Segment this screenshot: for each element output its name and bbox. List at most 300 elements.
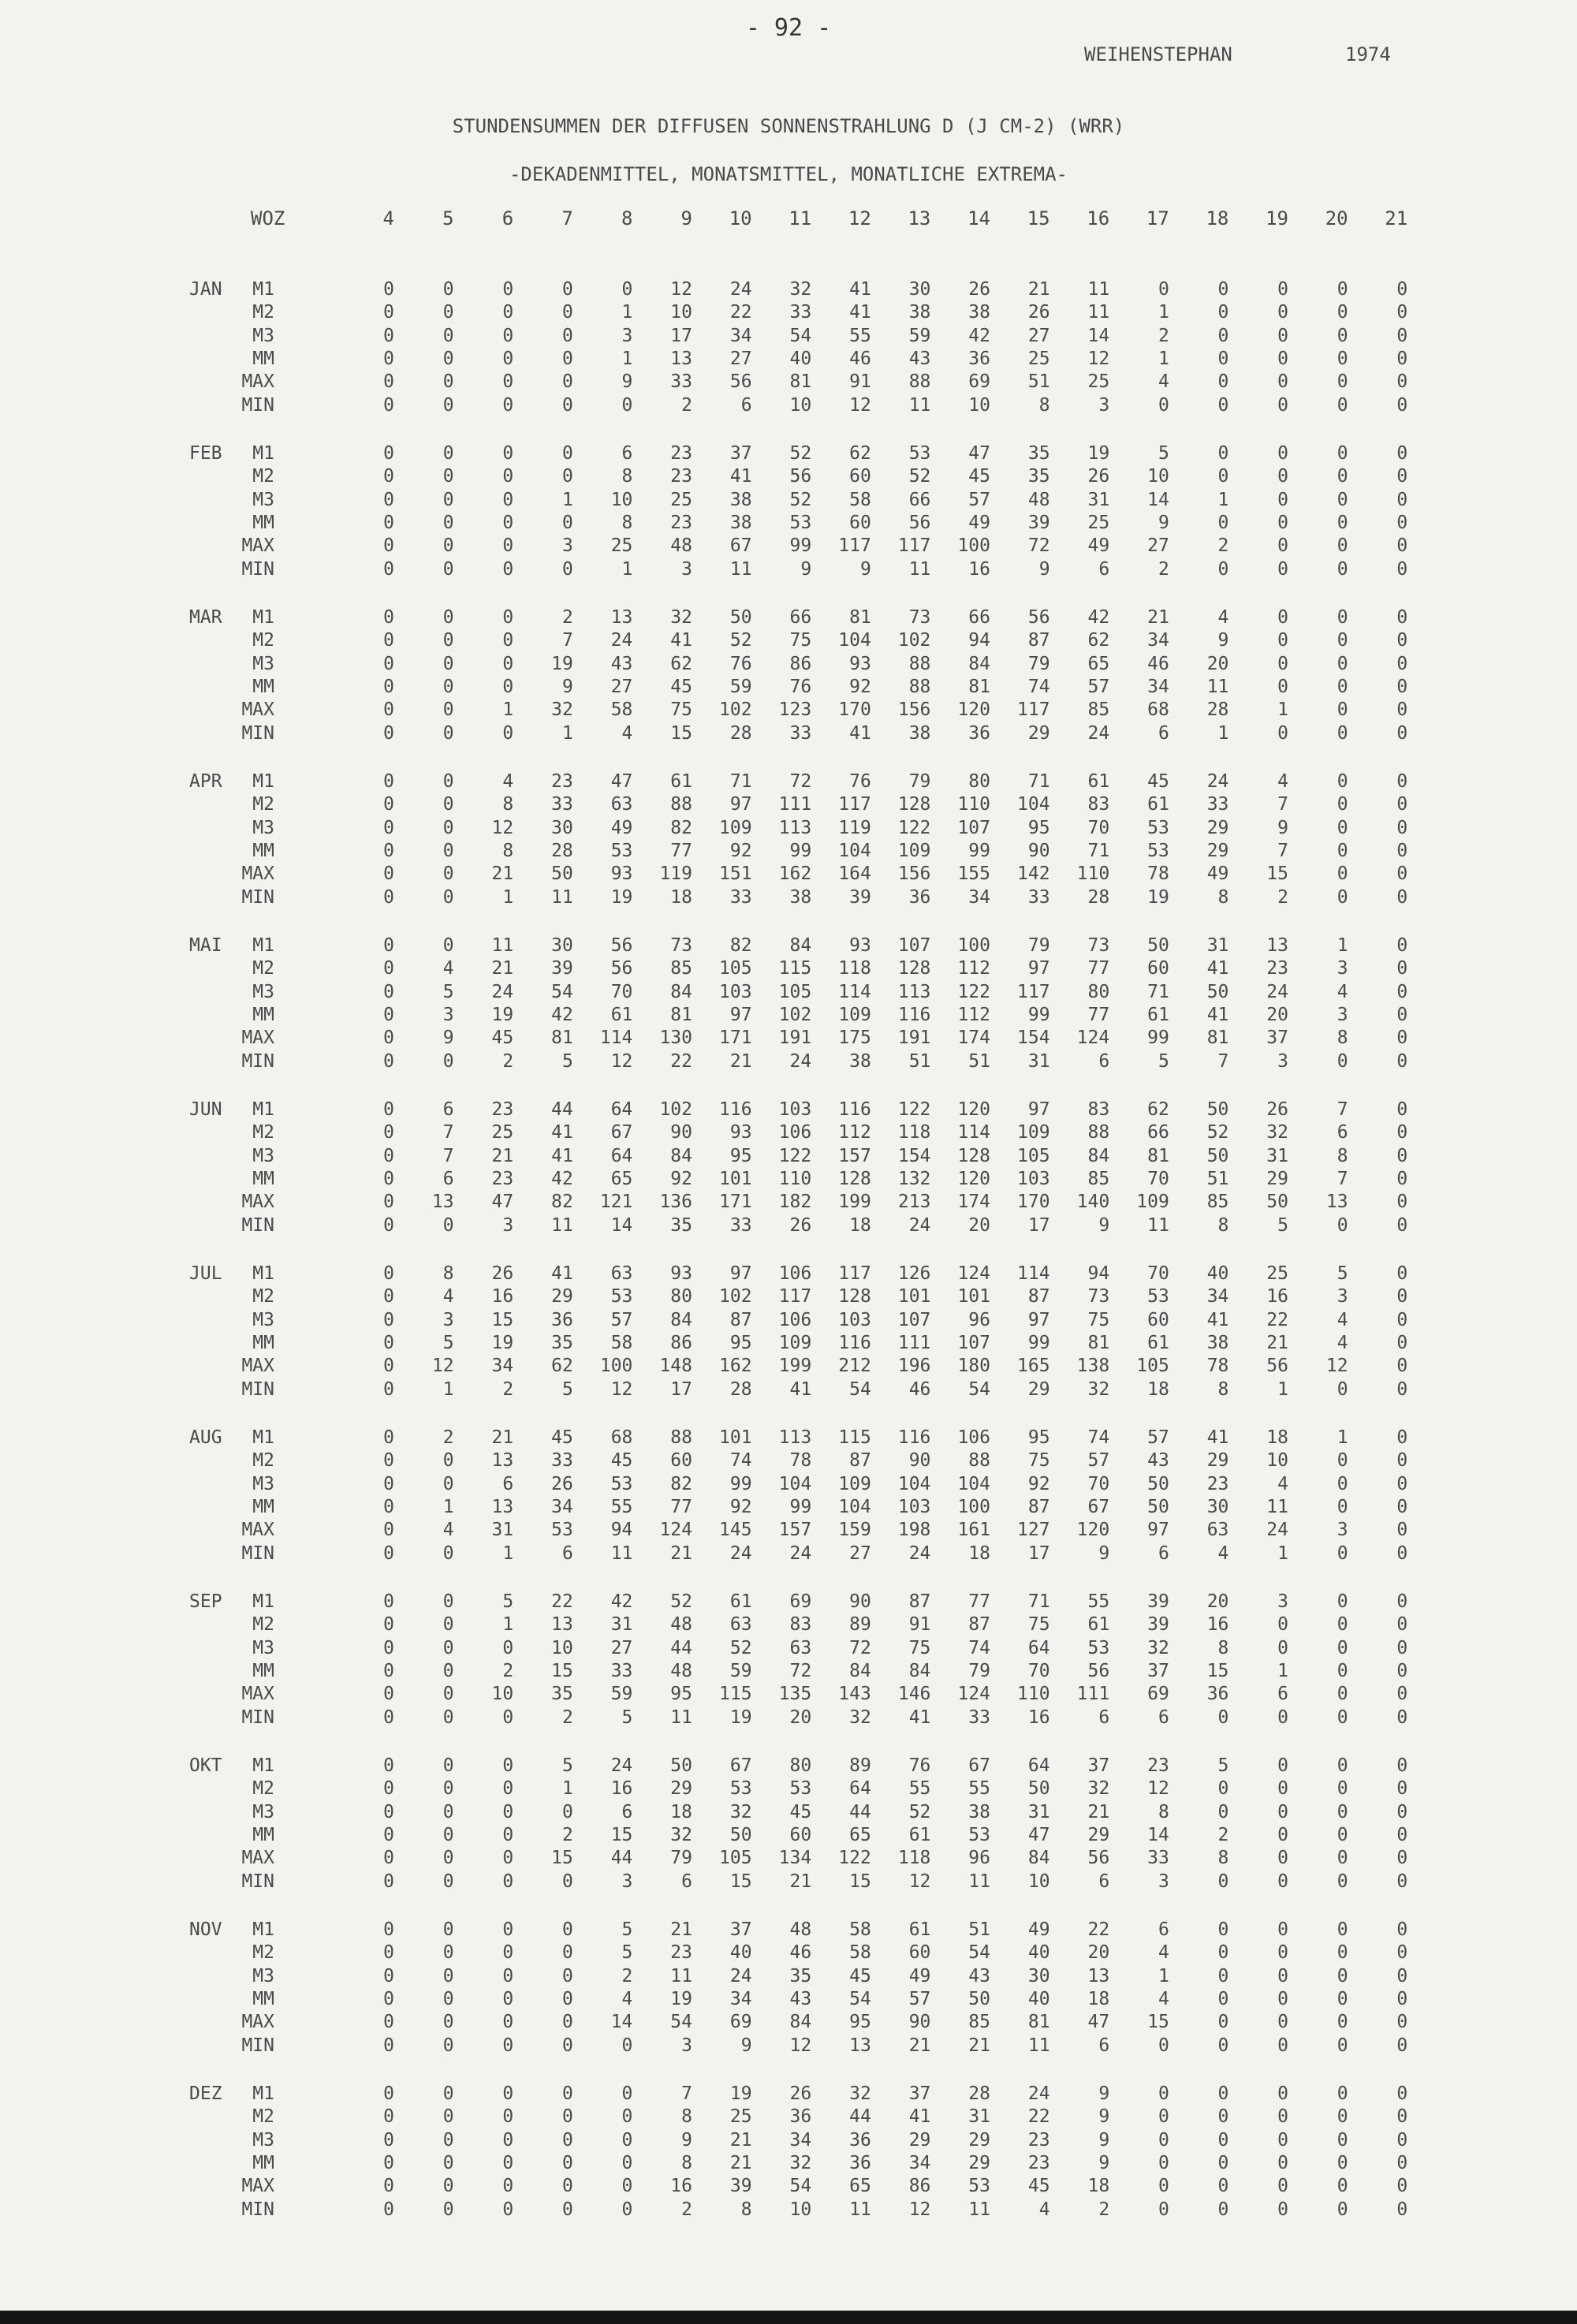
table-cell: 11: [1147, 1214, 1169, 1236]
table-cell: 113: [778, 817, 812, 838]
table-cell: 0: [502, 325, 514, 346]
table-cell: 51: [968, 1919, 990, 1940]
table-cell: 21: [729, 2152, 752, 2173]
table-cell: 0: [1396, 1309, 1408, 1330]
table-cell: 53: [1087, 1637, 1110, 1658]
table-cell: 33: [551, 1450, 573, 1472]
table-cell: 45: [1147, 771, 1169, 792]
table-cell: 97: [1027, 958, 1050, 979]
table-cell: 8: [740, 2199, 752, 2220]
table-cell: 0: [1277, 2083, 1288, 2104]
table-cell: 0: [502, 394, 514, 416]
row-label: M3: [252, 1473, 274, 1494]
table-cell: 3: [681, 2035, 692, 2056]
table-cell: 49: [1206, 864, 1229, 885]
table-cell: 12: [908, 1871, 931, 1892]
hour-header: 12: [848, 207, 871, 229]
table-cell: 12: [1147, 1778, 1169, 1800]
table-cell: 24: [908, 1542, 931, 1564]
table-cell: 3: [442, 1004, 454, 1025]
table-cell: 90: [849, 1591, 871, 1612]
table-cell: 84: [670, 1145, 692, 1166]
table-cell: 1: [1337, 1427, 1348, 1448]
row-label: MM: [252, 1496, 274, 1517]
table-cell: 103: [719, 981, 752, 1002]
table-cell: 44: [670, 1637, 692, 1658]
table-cell: 162: [719, 1356, 752, 1377]
table-cell: 165: [1017, 1356, 1050, 1377]
table-cell: 54: [849, 1378, 871, 1400]
table-cell: 13: [610, 607, 633, 628]
table-cell: 0: [1396, 1050, 1408, 1072]
table-cell: 0: [1337, 489, 1348, 510]
table-cell: 0: [1396, 466, 1408, 487]
row-label: M2: [252, 1450, 274, 1472]
table-cell: 9: [740, 2035, 752, 2056]
table-cell: 95: [729, 1145, 752, 1166]
table-cell: 62: [1147, 1099, 1169, 1120]
table-cell: 99: [1027, 1332, 1050, 1353]
table-cell: 81: [1206, 1028, 1229, 1049]
table-cell: 109: [1136, 1192, 1169, 1213]
table-cell: 174: [957, 1028, 990, 1049]
table-cell: 79: [968, 1660, 990, 1681]
table-cell: 0: [1337, 325, 1348, 346]
table-cell: 2: [621, 1965, 633, 1986]
table-cell: 27: [1027, 325, 1050, 346]
month-label: OKT: [189, 1755, 222, 1776]
table-cell: 4: [1337, 981, 1348, 1002]
table-cell: 8: [1217, 1378, 1229, 1400]
table-cell: 57: [1087, 676, 1110, 697]
table-cell: 0: [1337, 1824, 1348, 1845]
hour-header: 17: [1146, 207, 1169, 229]
table-cell: 0: [1337, 1496, 1348, 1517]
table-cell: 8: [1038, 394, 1050, 416]
table-cell: 78: [1206, 1356, 1229, 1377]
table-cell: 86: [908, 2176, 931, 2197]
table-cell: 97: [1147, 1520, 1169, 1541]
table-cell: 0: [502, 279, 514, 300]
table-cell: 60: [1147, 958, 1169, 979]
row-label: MAX: [241, 1520, 274, 1541]
hour-header: 8: [621, 207, 633, 229]
row-label: M1: [252, 1591, 274, 1612]
table-cell: 0: [1396, 1591, 1408, 1612]
table-cell: 50: [1027, 1778, 1050, 1800]
table-cell: 37: [729, 1919, 752, 1940]
table-cell: 33: [789, 302, 812, 323]
table-cell: 67: [1087, 1496, 1110, 1517]
table-cell: 7: [1217, 1050, 1229, 1072]
table-cell: 100: [957, 935, 990, 956]
table-cell: 2: [502, 1660, 514, 1681]
table-cell: 0: [1396, 1520, 1408, 1541]
table-cell: 0: [561, 2129, 573, 2151]
table-cell: 24: [729, 1965, 752, 1986]
table-cell: 2: [1158, 558, 1169, 580]
table-cell: 0: [561, 2106, 573, 2128]
table-cell: 0: [1217, 1871, 1229, 1892]
table-cell: 0: [1337, 1214, 1348, 1236]
table-cell: 0: [442, 2176, 454, 2197]
table-cell: 49: [968, 512, 990, 533]
table-cell: 180: [957, 1356, 990, 1377]
table-cell: 33: [729, 1214, 752, 1236]
table-cell: 0: [1396, 1286, 1408, 1307]
table-cell: 86: [789, 653, 812, 674]
table-cell: 107: [957, 1332, 990, 1353]
hour-header: 21: [1385, 207, 1408, 229]
table-cell: 151: [719, 864, 752, 885]
table-cell: 24: [1206, 771, 1229, 792]
table-cell: 58: [849, 1942, 871, 1964]
table-cell: 0: [621, 394, 633, 416]
table-cell: 23: [551, 771, 573, 792]
table-cell: 67: [610, 1122, 633, 1143]
table-cell: 73: [670, 935, 692, 956]
table-cell: 134: [778, 1848, 812, 1869]
table-cell: 69: [729, 2012, 752, 2033]
table-cell: 0: [383, 981, 394, 1002]
table-cell: 159: [838, 1520, 871, 1541]
table-cell: 124: [1076, 1028, 1110, 1049]
table-cell: 0: [1217, 2035, 1229, 2056]
table-cell: 13: [491, 1496, 514, 1517]
table-cell: 61: [1087, 771, 1110, 792]
table-cell: 24: [1027, 2083, 1050, 2104]
row-label: M2: [252, 1614, 274, 1636]
table-cell: 0: [1337, 1988, 1348, 2009]
table-cell: 39: [551, 958, 573, 979]
table-cell: 28: [729, 722, 752, 744]
table-cell: 199: [778, 1356, 812, 1377]
table-cell: 0: [383, 1427, 394, 1448]
table-cell: 15: [491, 1309, 514, 1330]
table-cell: 36: [968, 722, 990, 744]
table-cell: 38: [968, 302, 990, 323]
table-cell: 0: [442, 1542, 454, 1564]
table-cell: 43: [789, 1988, 812, 2009]
table-cell: 15: [551, 1848, 573, 1869]
table-cell: 9: [1098, 1214, 1110, 1236]
table-cell: 41: [1206, 1004, 1229, 1025]
table-cell: 0: [383, 512, 394, 533]
table-cell: 80: [789, 1755, 812, 1776]
table-cell: 16: [670, 2176, 692, 2197]
table-cell: 26: [1266, 1099, 1288, 1120]
table-cell: 0: [1337, 630, 1348, 651]
table-cell: 53: [610, 1286, 633, 1307]
table-cell: 0: [1337, 1848, 1348, 1869]
table-cell: 0: [1277, 325, 1288, 346]
table-cell: 53: [968, 1824, 990, 1845]
table-cell: 38: [729, 512, 752, 533]
table-cell: 0: [1337, 771, 1348, 792]
table-cell: 22: [1266, 1309, 1288, 1330]
table-cell: 104: [778, 1473, 812, 1494]
table-cell: 38: [789, 886, 812, 908]
table-cell: 36: [849, 2152, 871, 2173]
table-cell: 52: [789, 443, 812, 464]
table-cell: 0: [1217, 2106, 1229, 2128]
table-cell: 1: [621, 302, 633, 323]
table-cell: 50: [1206, 1099, 1229, 1120]
table-cell: 19: [729, 1707, 752, 1728]
table-cell: 5: [1158, 443, 1169, 464]
table-cell: 18: [968, 1542, 990, 1564]
table-cell: 0: [383, 1309, 394, 1330]
table-cell: 22: [729, 302, 752, 323]
month-label: NOV: [189, 1919, 222, 1940]
table-cell: 26: [968, 279, 990, 300]
month-label: DEZ: [189, 2083, 222, 2104]
table-cell: 24: [729, 1542, 752, 1564]
table-cell: 0: [1217, 2199, 1229, 2220]
table-cell: 16: [610, 1778, 633, 1800]
row-label: MM: [252, 1988, 274, 2009]
table-cell: 0: [383, 1378, 394, 1400]
table-cell: 2: [681, 394, 692, 416]
table-cell: 23: [670, 1942, 692, 1964]
table-cell: 53: [551, 1520, 573, 1541]
row-label: M2: [252, 2106, 274, 2128]
row-label: M3: [252, 489, 274, 510]
table-cell: 7: [1337, 1168, 1348, 1189]
table-cell: 25: [1087, 512, 1110, 533]
table-cell: 93: [670, 1263, 692, 1284]
table-cell: 14: [610, 1214, 633, 1236]
table-cell: 36: [968, 348, 990, 369]
table-cell: 74: [729, 1450, 752, 1472]
table-cell: 9: [1038, 558, 1050, 580]
table-cell: 89: [849, 1755, 871, 1776]
table-cell: 9: [1098, 1542, 1110, 1564]
table-cell: 0: [383, 1028, 394, 1049]
table-cell: 0: [383, 1473, 394, 1494]
table-cell: 0: [1396, 1378, 1408, 1400]
table-cell: 0: [1277, 512, 1288, 533]
table-cell: 0: [1396, 1778, 1408, 1800]
table-cell: 29: [1087, 1824, 1110, 1845]
table-cell: 119: [838, 817, 871, 838]
table-cell: 22: [551, 1591, 573, 1612]
table-cell: 0: [1396, 1356, 1408, 1377]
hour-header: 18: [1206, 207, 1229, 229]
table-cell: 9: [1098, 2083, 1110, 2104]
table-cell: 29: [1266, 1168, 1288, 1189]
table-cell: 0: [442, 676, 454, 697]
table-cell: 0: [1396, 302, 1408, 323]
table-cell: 32: [849, 1707, 871, 1728]
table-cell: 0: [442, 1637, 454, 1658]
table-cell: 0: [502, 1637, 514, 1658]
table-cell: 61: [1087, 1614, 1110, 1636]
table-cell: 21: [1147, 607, 1169, 628]
table-cell: 81: [551, 1028, 573, 1049]
table-cell: 161: [957, 1520, 990, 1541]
table-cell: 0: [1277, 535, 1288, 557]
table-cell: 51: [1027, 371, 1050, 393]
table-cell: 71: [1027, 1591, 1050, 1612]
table-cell: 0: [383, 279, 394, 300]
table-cell: 0: [442, 394, 454, 416]
table-cell: 76: [729, 653, 752, 674]
table-cell: 78: [1147, 864, 1169, 885]
table-cell: 0: [442, 794, 454, 815]
table-cell: 53: [908, 443, 931, 464]
table-cell: 0: [1277, 2035, 1288, 2056]
table-cell: 0: [502, 2199, 514, 2220]
table-cell: 0: [1396, 1332, 1408, 1353]
table-cell: 13: [1087, 1965, 1110, 1986]
table-cell: 10: [491, 1684, 514, 1705]
table-cell: 170: [1017, 1192, 1050, 1213]
table-cell: 4: [1158, 371, 1169, 393]
table-cell: 7: [1277, 794, 1288, 815]
table-cell: 117: [1017, 699, 1050, 721]
table-cell: 33: [789, 722, 812, 744]
table-cell: 1: [1337, 935, 1348, 956]
table-cell: 0: [1277, 1965, 1288, 1986]
table-cell: 42: [551, 1168, 573, 1189]
table-cell: 116: [897, 1004, 931, 1025]
table-cell: 50: [670, 1755, 692, 1776]
table-cell: 8: [1217, 1637, 1229, 1658]
table-cell: 41: [1206, 1309, 1229, 1330]
table-cell: 92: [729, 1496, 752, 1517]
table-cell: 82: [670, 817, 692, 838]
table-cell: 65: [849, 1824, 871, 1845]
table-cell: 0: [442, 1988, 454, 2009]
table-cell: 116: [838, 1332, 871, 1353]
table-cell: 21: [670, 1919, 692, 1940]
table-cell: 47: [968, 443, 990, 464]
table-cell: 11: [1087, 302, 1110, 323]
table-cell: 0: [383, 1496, 394, 1517]
table-cell: 0: [383, 394, 394, 416]
table-cell: 53: [610, 840, 633, 861]
table-cell: 6: [621, 443, 633, 464]
table-cell: 74: [1087, 1427, 1110, 1448]
table-cell: 29: [1206, 840, 1229, 861]
table-cell: 24: [729, 279, 752, 300]
table-cell: 115: [778, 958, 812, 979]
table-cell: 0: [442, 1871, 454, 1892]
row-label: M3: [252, 1637, 274, 1658]
table-cell: 114: [1017, 1263, 1050, 1284]
table-cell: 20: [1266, 1004, 1288, 1025]
table-cell: 22: [1087, 1919, 1110, 1940]
table-cell: 92: [729, 840, 752, 861]
table-cell: 0: [1396, 1214, 1408, 1236]
table-cell: 4: [1337, 1309, 1348, 1330]
table-cell: 88: [908, 371, 931, 393]
table-cell: 63: [610, 794, 633, 815]
table-cell: 115: [838, 1427, 871, 1448]
table-cell: 122: [838, 1848, 871, 1869]
table-cell: 50: [729, 1824, 752, 1845]
table-cell: 0: [502, 2152, 514, 2173]
table-cell: 51: [908, 1050, 931, 1072]
table-cell: 38: [968, 1801, 990, 1822]
table-cell: 36: [1206, 1684, 1229, 1705]
table-cell: 32: [789, 2152, 812, 2173]
table-cell: 4: [502, 771, 514, 792]
table-cell: 41: [1206, 1427, 1229, 1448]
table-cell: 1: [1277, 699, 1288, 721]
table-cell: 107: [897, 935, 931, 956]
table-cell: 0: [502, 1988, 514, 2009]
table-cell: 0: [1396, 607, 1408, 628]
table-cell: 0: [1277, 1988, 1288, 2009]
table-cell: 0: [1337, 886, 1348, 908]
table-cell: 90: [670, 1122, 692, 1143]
row-label: MIN: [241, 558, 274, 580]
table-cell: 5: [442, 981, 454, 1002]
table-cell: 10: [1266, 1450, 1288, 1472]
hour-header: 13: [908, 207, 931, 229]
table-cell: 0: [442, 817, 454, 838]
table-cell: 47: [1087, 2012, 1110, 2033]
table-cell: 19: [491, 1004, 514, 1025]
table-cell: 9: [1098, 2129, 1110, 2151]
table-cell: 64: [610, 1099, 633, 1120]
table-cell: 45: [491, 1028, 514, 1049]
table-cell: 0: [1337, 443, 1348, 464]
table-cell: 12: [849, 394, 871, 416]
table-cell: 0: [502, 607, 514, 628]
table-cell: 13: [849, 2035, 871, 2056]
table-cell: 70: [1087, 817, 1110, 838]
table-cell: 18: [1087, 2176, 1110, 2197]
table-cell: 0: [1337, 2035, 1348, 2056]
table-cell: 0: [621, 2152, 633, 2173]
table-cell: 32: [551, 699, 573, 721]
table-cell: 38: [849, 1050, 871, 1072]
table-cell: 0: [502, 2106, 514, 2128]
row-label: M1: [252, 279, 274, 300]
table-cell: 99: [789, 535, 812, 557]
table-cell: 0: [1277, 558, 1288, 580]
row-label: MIN: [241, 2035, 274, 2056]
table-cell: 16: [1266, 1286, 1288, 1307]
table-cell: 71: [729, 771, 752, 792]
table-cell: 0: [1396, 1942, 1408, 1964]
table-cell: 24: [610, 1755, 633, 1776]
table-cell: 0: [1337, 2152, 1348, 2173]
table-cell: 110: [1076, 864, 1110, 885]
table-cell: 44: [610, 1848, 633, 1869]
table-cell: 0: [383, 325, 394, 346]
table-cell: 0: [1337, 1473, 1348, 1494]
table-cell: 118: [897, 1848, 931, 1869]
table-cell: 8: [1217, 886, 1229, 908]
table-cell: 94: [610, 1520, 633, 1541]
table-cell: 28: [729, 1378, 752, 1400]
table-cell: 57: [1087, 1450, 1110, 1472]
table-cell: 0: [1277, 394, 1288, 416]
table-cell: 38: [908, 302, 931, 323]
table-cell: 0: [383, 864, 394, 885]
table-cell: 80: [968, 771, 990, 792]
table-cell: 0: [561, 394, 573, 416]
table-cell: 0: [383, 1542, 394, 1564]
table-cell: 0: [442, 864, 454, 885]
table-cell: 191: [778, 1028, 812, 1049]
table-cell: 21: [789, 1871, 812, 1892]
row-label: MAX: [241, 1684, 274, 1705]
